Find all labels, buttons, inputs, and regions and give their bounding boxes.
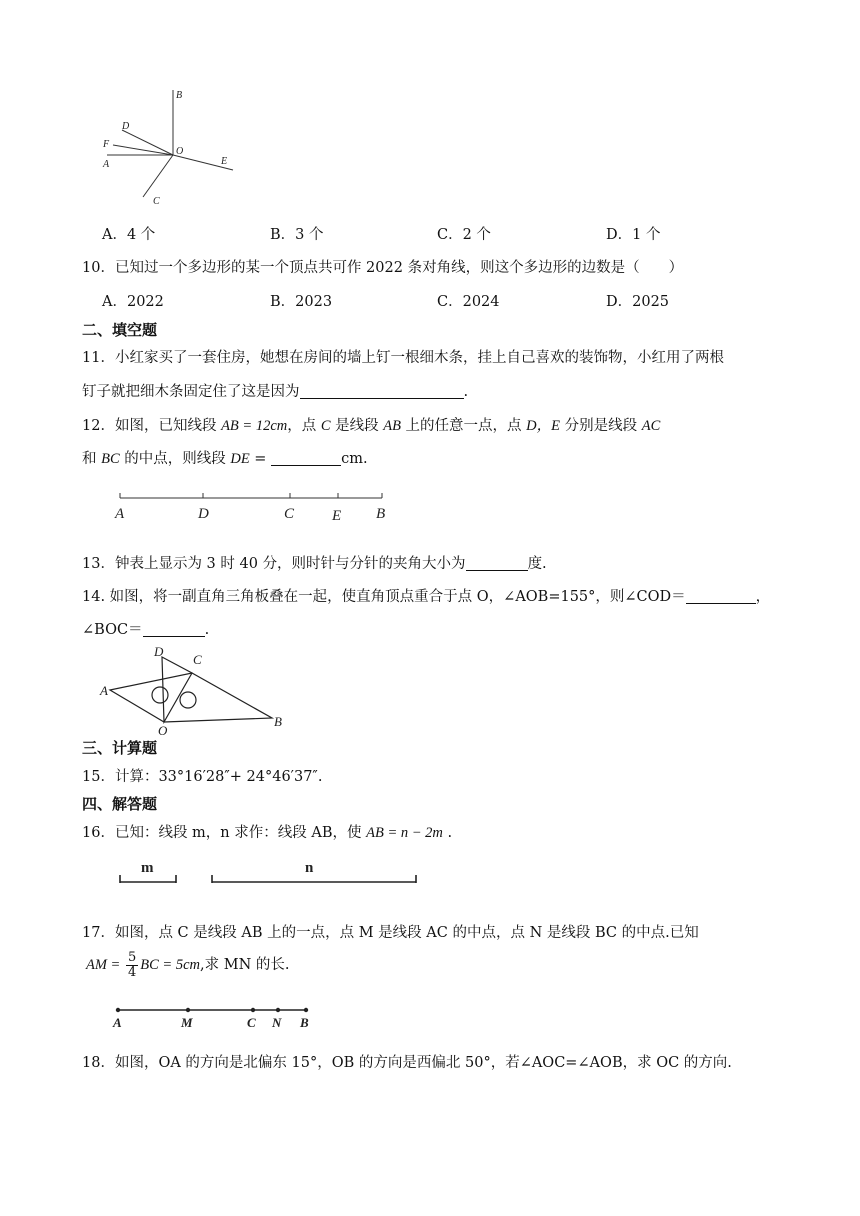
fig14-label-b: B (274, 714, 282, 729)
q10-option-d: D．2025 (606, 294, 670, 310)
q17-bc: BC = 5cm (140, 957, 200, 973)
figure-q17-segment (110, 1000, 320, 1032)
q14-text: 14. 如图，将一副直角三角板叠在一起，使直角顶点重合于点 O，∠AOB=155°，则∠COD＝ (82, 589, 686, 605)
fig9-label-o: O (176, 146, 184, 157)
fig14-label-a: A (100, 683, 108, 698)
q12-math-ab2: AB (383, 418, 401, 434)
fig9-label-b: B (176, 90, 183, 101)
q14-line1 (82, 587, 770, 607)
q12-text-a: 12．如图，已知线段 (82, 418, 222, 434)
fig12-label-e: E (332, 508, 342, 524)
fig12-label-b: B (376, 506, 386, 522)
fig17-label-n: N (272, 1015, 282, 1030)
q17-fraction-denominator: 4 (127, 964, 137, 980)
q9-option-a: A．4 个 (102, 227, 156, 243)
q12-line1 (82, 416, 660, 436)
q13-answer-blank[interactable] (466, 554, 528, 571)
fig9-label-c: C (153, 196, 160, 207)
q12-line2 (82, 449, 368, 469)
q12-text-g: 的中点，则线段 (119, 451, 231, 467)
q10-option-c: C．2024 (437, 294, 500, 310)
q17-line2 (86, 950, 289, 982)
q12-math-ac: AC (641, 418, 661, 434)
fig12-label-d: D (198, 506, 209, 522)
fig12-label-c: C (284, 506, 295, 522)
fig9-label-a: A (103, 159, 110, 170)
q14-end: . (204, 622, 210, 638)
q12-text-b: ，点 (287, 418, 321, 434)
q12-answer-blank[interactable] (271, 449, 341, 466)
q13-text: 13．钟表上显示为 3 时 40 分，则时针与分针的夹角大小为 (82, 556, 466, 572)
q12-math-bc: BC (101, 451, 120, 467)
figure-q9-rays (95, 85, 255, 210)
figure-q16-segments (110, 855, 430, 890)
q10-text: 10．已知过一个多边形的某一个顶点共可作 2022 条对角线，则这个多边形的边数是（ ） (82, 260, 684, 276)
q14-boc-blank[interactable] (143, 620, 205, 637)
section-fill-in-heading: 二、填空题 (82, 321, 158, 339)
q9-option-d: D．1 个 (606, 227, 661, 243)
q14-line2 (82, 620, 209, 640)
fig14-label-c: C (193, 652, 202, 667)
q11-line1: 11．小红家买了一套住房，她想在房间的墙上钉一根细木条，挂上自己喜欢的装饰物，小红用了两根 (82, 350, 724, 366)
section-calculation-heading: 三、计算题 (82, 739, 158, 757)
q11-line2 (82, 382, 468, 402)
fig17-label-c: C (247, 1015, 256, 1030)
q12-equals: = (249, 451, 272, 467)
fig14-label-o: O (158, 723, 168, 738)
fig17-label-m: M (181, 1015, 193, 1030)
q9-option-b: B．3 个 (270, 227, 324, 243)
q11-answer-blank[interactable] (300, 382, 464, 399)
q9-option-c: C．2 个 (437, 227, 491, 243)
q12-math-de: D，E (526, 418, 561, 434)
q12-math-de2: DE (230, 451, 250, 467)
fig12-label-a: A (115, 506, 125, 522)
fig16-label-m: m (141, 860, 154, 876)
q10-option-b: B．2023 (270, 294, 333, 310)
q17-am: AM = (86, 957, 124, 973)
q12-math-c: C (320, 418, 331, 434)
q12-text-e: 分别是线段 (560, 418, 642, 434)
q16-formula: AB = n − 2m (366, 825, 443, 841)
fig16-label-n: n (305, 860, 314, 876)
q13-end: 度. (527, 556, 547, 572)
q17-line1: 17．如图，点 C 是线段 AB 上的一点，点 M 是线段 AC 的中点，点 N 是线段 BC 的中点.已知 (82, 925, 699, 941)
figure-q12-segment (110, 488, 400, 524)
q16-text: 16．已知：线段 m，n 求作：线段 AB，使 (82, 825, 367, 841)
q17-tail: ,求 MN 的长. (200, 957, 290, 973)
figure-q14-triangles (96, 640, 296, 740)
q13-line (82, 554, 547, 574)
q14-cod-blank[interactable] (686, 587, 756, 604)
fig14-label-d: D (154, 644, 164, 659)
section-answer-heading: 四、解答题 (82, 795, 158, 813)
q12-text-d: 上的任意一点，点 (400, 418, 527, 434)
q16-line (82, 823, 452, 843)
q16-end: . (442, 825, 453, 841)
q11-end: . (463, 384, 469, 400)
q12-unit: cm. (341, 451, 368, 467)
q10-option-a: A．2022 (102, 294, 164, 310)
q17-fraction (126, 951, 138, 980)
q14-comma: ， (755, 589, 771, 605)
q12-math-ab-value: = 12cm (238, 418, 288, 434)
q14-boc-text: ∠BOC＝ (82, 622, 143, 638)
q12-text-c: 是线段 (330, 418, 384, 434)
q12-text-f: 和 (82, 451, 102, 467)
q12-math-ab: AB (221, 418, 239, 434)
q17-fraction-numerator: 5 (127, 949, 137, 965)
fig9-label-e: E (221, 156, 228, 167)
fig9-label-d: D (122, 121, 130, 132)
q11-line2-text: 钉子就把细木条固定住了这是因为 (82, 384, 300, 400)
fig17-label-a: A (113, 1015, 122, 1030)
fig17-label-b: B (300, 1015, 309, 1030)
q18-text: 18．如图，OA 的方向是北偏东 15°，OB 的方向是西偏北 50°，若∠AOC=∠AOB，求 OC 的方向. (82, 1055, 732, 1071)
fig9-label-f: F (103, 139, 110, 150)
q15-text: 15．计算：33°16′28″+ 24°46′37″. (82, 769, 323, 785)
